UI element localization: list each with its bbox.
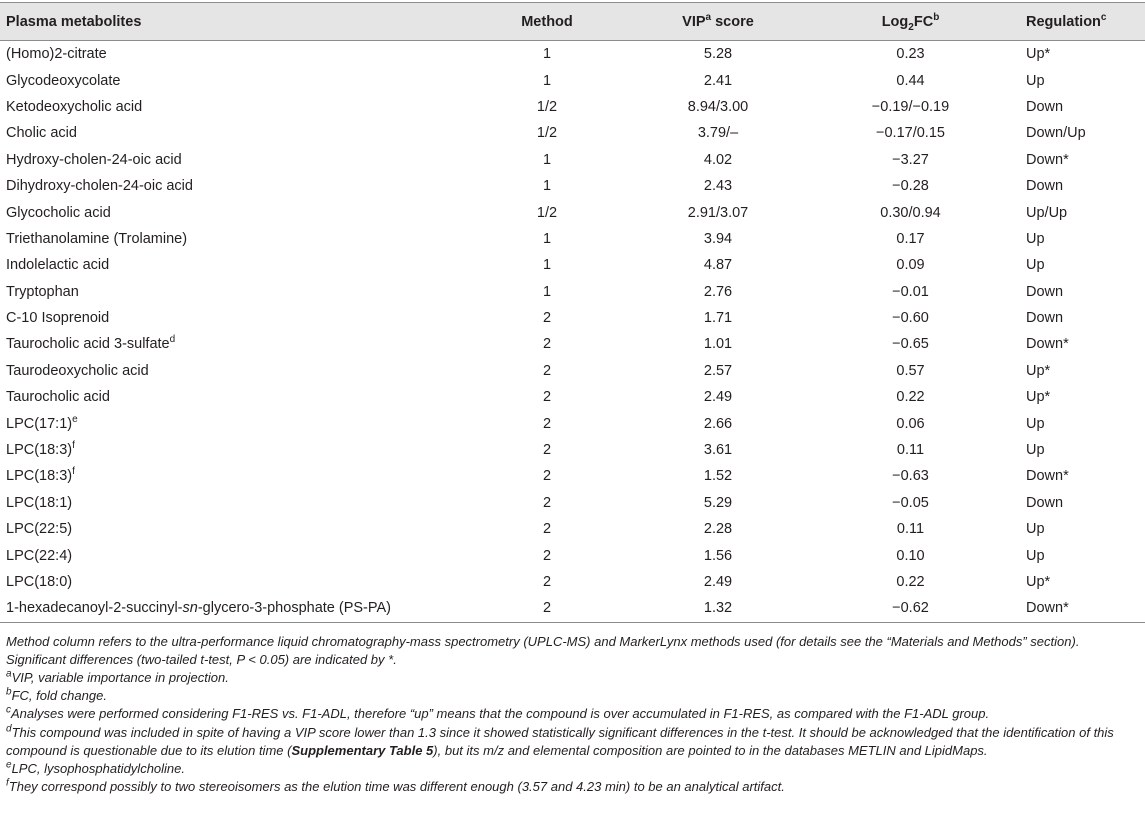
table-header-row — [0, 3, 1145, 41]
footnote-f: $^f$They correspond possibly to two stereoisomers as the elution time was different enough (3.57 and 4.23 min) to be an analytical artifact. — [6, 777, 785, 795]
header-compound: Plasma metabolites — [0, 3, 462, 41]
footnote-e: $^e$LPC, lysophosphatidylcholine. — [6, 759, 185, 777]
footnote-d: $^d$This compound was included in spite of having a VIP score lower than 1.3 since it showed statistically significant differences in the t-test. It should be acknowledged that the identification of this compound is questionable due to its elution time (Supplementary Table 5), but its m/z and elemental composition are pointed to in the databases METLIN and LipidMaps. — [6, 723, 1114, 758]
table-row: (Homo)2-citrate 1 5.28 0.23 Up* — [6, 46, 1051, 63]
metabolites-table — [0, 2, 1145, 623]
footnote-a: $^a$VIP, variable importance in projection. — [6, 668, 229, 685]
table-row: C-10 Isoprenoid 2 1.71 −0.60 Down — [6, 310, 1064, 327]
table-row: Cholic acid 1/2 3.79/– −0.17/0.15 Down/Up — [6, 125, 1086, 142]
table-row: Glycocholic acid 1/2 2.91/3.07 0.30/0.94 Up/Up — [6, 204, 1068, 221]
table-row: Ketodeoxycholic acid 1/2 8.94/3.00 −0.19/−0.19 Down — [6, 98, 1064, 115]
table-row: Tryptophan 1 2.76 −0.01 Down — [6, 283, 1064, 300]
header-regulation: Regulation$^c$ — [1017, 3, 1145, 41]
table-row: LPC(18:3)$^f$ 2 3.61 0.11 Up — [6, 440, 1045, 459]
table-row: Hydroxy-cholen-24-oic acid 1 4.02 −3.27 Down* — [6, 151, 1069, 168]
table-row: LPC(22:4) 2 1.56 0.10 Up — [6, 547, 1045, 564]
table-row: LPC(18:1) 2 5.29 −0.05 Down — [6, 494, 1064, 511]
header-vip: VIP$^a$ score — [632, 3, 804, 41]
table-footnotes — [0, 633, 1145, 797]
table-row: Triethanolamine (Trolamine) 1 3.94 0.17 Up — [6, 230, 1045, 247]
header-method: Method — [462, 3, 632, 41]
table-row: LPC(18:0) 2 2.49 0.22 Up* — [6, 574, 1051, 590]
table-row: Taurocholic acid 2 2.49 0.22 Up* — [6, 389, 1051, 406]
header-log2fc: $Log_2FC^b$ — [804, 3, 1017, 41]
table-row: LPC(22:5) 2 2.28 0.11 Up — [6, 521, 1045, 538]
metabolites-table-figure — [0, 2, 1145, 796]
footnote-method: Method column refers to the ultra-performance liquid chromatography-mass spectrometry (UPLC-MS) and MarkerLynx methods used (for details see the “Materials and Methods” section). Significant differences (two-tailed t-test, P < 0.05) are indicated by *. — [6, 633, 1080, 667]
table-row: Indolelactic acid 1 4.87 0.09 Up — [6, 257, 1045, 274]
table-row: Taurodeoxycholic acid 2 2.57 0.57 Up* — [6, 362, 1051, 379]
footnote-c: $^c$Analyses were performed considering F1-RES vs. F1-ADL, therefore “up” means that the compound is over accumulated in F1-RES, as compared with the F1-ADL group. — [6, 705, 990, 722]
table-row: LPC(18:3)$^f$ 2 1.52 −0.63 Down* — [6, 466, 1069, 485]
table-row: Glycodeoxycolate 1 2.41 0.44 Up — [6, 72, 1045, 89]
table-row: 1-hexadecanoyl-2-succinyl-sn-glycero-3-phosphate (PS-PA) 2 1.32 −0.62 Down* — [0, 595, 1145, 622]
table-row: Taurocholic acid 3-sulfate$^d$ 2 1.01 −0.65 Down* — [6, 334, 1069, 353]
table-row: Dihydroxy-cholen-24-oic acid 1 2.43 −0.28 Down — [6, 178, 1064, 195]
footnote-b: $^b$FC, fold change. — [6, 686, 107, 704]
table-row: LPC(17:1)$^e$ 2 2.66 0.06 Up — [6, 413, 1045, 432]
supplementary-table-link[interactable]: Supplementary Table 5 — [291, 742, 434, 758]
